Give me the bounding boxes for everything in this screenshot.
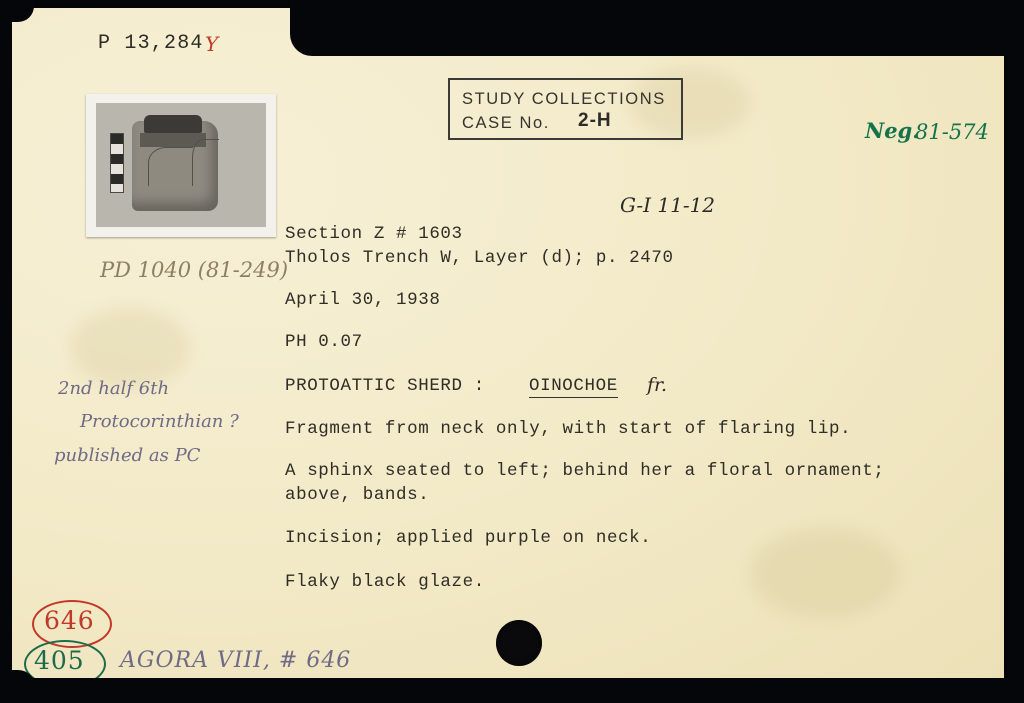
typed-line-date: April 30, 1938 <box>285 290 441 310</box>
margin-note-2: Protocorinthian ? <box>80 411 239 432</box>
pd-note: PD 1040 (81-249) <box>100 258 289 282</box>
floral-outline <box>192 139 219 186</box>
description-line-5: Flaky black glaze. <box>285 572 485 592</box>
left-border <box>0 0 12 703</box>
aging-blotch <box>70 308 190 388</box>
margin-note-1: 2nd half 6th <box>58 378 170 399</box>
bottom-border <box>0 678 1024 703</box>
aging-blotch <box>750 528 900 618</box>
negative-label: Neg. <box>865 118 920 143</box>
negative-number: 81-574 <box>915 120 989 144</box>
typed-line-dimensions: PH 0.07 <box>285 332 363 352</box>
margin-note-3: published as PC <box>54 445 201 466</box>
stamp-case-number: 2-H <box>578 110 612 131</box>
typed-line-section: Section Z # 1603 <box>285 224 463 244</box>
typed-line-trench: Tholos Trench W, Layer (d); p. 2470 <box>285 248 674 268</box>
publication-reference: AGORA VIII, # 646 <box>120 648 352 673</box>
accession-number: P 13,284 <box>98 32 204 55</box>
punch-hole <box>496 620 542 666</box>
object-type-prefix: PROTOATTIC SHERD : <box>285 376 496 396</box>
description-line-2: A sphinx seated to left; behind her a floral ornament; <box>285 461 885 481</box>
circled-number-red: 646 <box>44 606 95 635</box>
photo-mount <box>86 94 276 237</box>
accession-mark: Y <box>205 32 219 56</box>
sherd-photograph <box>96 103 266 227</box>
stamp-line-2: CASE No. <box>462 114 550 132</box>
scale-bar <box>110 133 124 193</box>
description-line-1: Fragment from neck only, with start of flaring lip. <box>285 419 852 439</box>
object-shape-qualifier: fr. <box>647 374 668 396</box>
grid-reference: G-I 11-12 <box>620 193 716 217</box>
object-shape: OINOCHOE <box>529 376 618 396</box>
catalogue-card <box>10 8 1004 696</box>
card-tab-cutout <box>290 0 1024 56</box>
right-border <box>1008 0 1024 703</box>
description-line-4: Incision; applied purple on neck. <box>285 528 652 548</box>
circled-number-green: 405 <box>34 646 85 675</box>
study-collections-stamp <box>448 78 683 140</box>
sphinx-outline <box>148 147 193 186</box>
description-line-3: above, bands. <box>285 485 430 505</box>
sherd-rim <box>144 115 202 133</box>
stamp-line-1: STUDY COLLECTIONS <box>462 90 666 108</box>
